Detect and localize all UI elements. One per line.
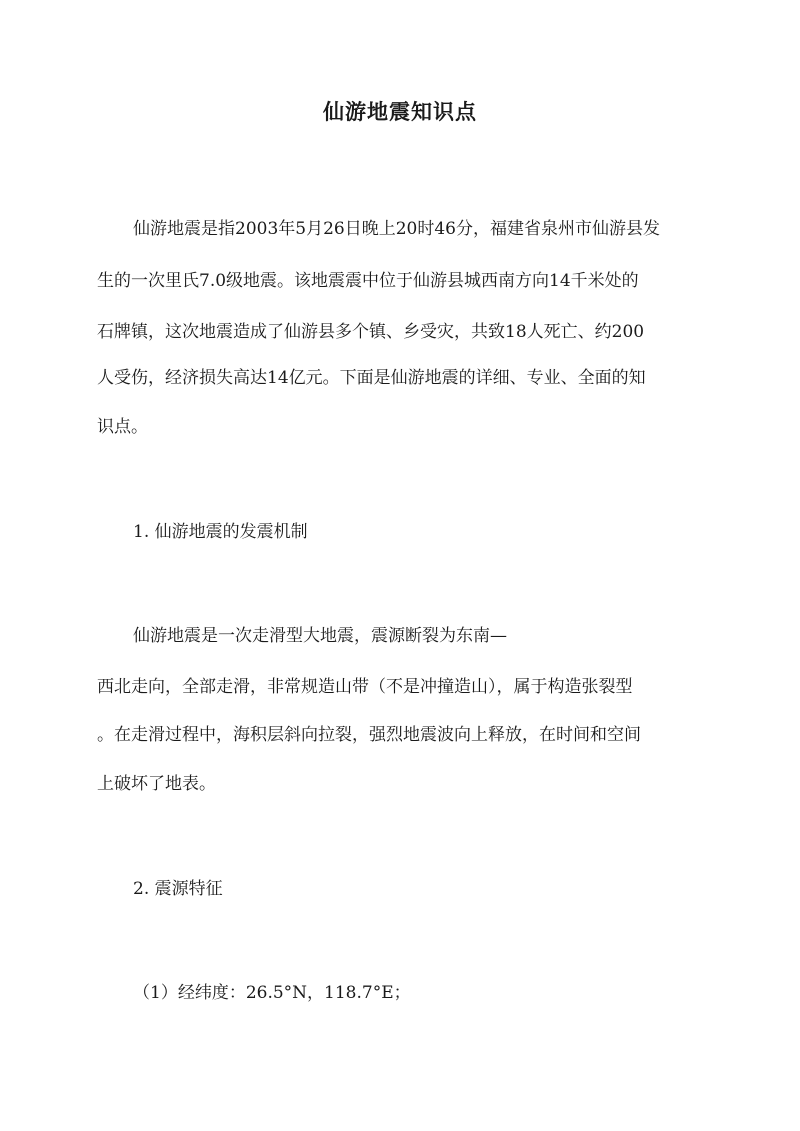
intro-line-5: 识点。 (97, 417, 148, 437)
section1-line-3: 。在走滑过程中，海积层斜向拉裂，强烈地震波向上释放，在时间和空间 (97, 725, 641, 745)
section2-heading: 2. 震源特征 (133, 879, 223, 899)
intro-line-2: 生的一次里氏7.0级地震。该地震震中位于仙游县城西南方向14千米处的 (97, 271, 639, 291)
intro-line-4: 人受伤，经济损失高达14亿元。下面是仙游地震的详细、专业、全面的知 (97, 368, 646, 388)
intro-line-1: 仙游地震是指2003年5月26日晚上20时46分，福建省泉州市仙游县发 (133, 219, 660, 239)
section1-line-2: 西北走向，全部走滑，非常规造山带（不是冲撞造山），属于构造张裂型 (97, 677, 633, 697)
section1-heading: 1. 仙游地震的发震机制 (133, 522, 308, 542)
section1-line-1: 仙游地震是一次走滑型大地震，震源断裂为东南— (133, 626, 507, 646)
document-title: 仙游地震知识点 (323, 99, 477, 124)
section1-line-4: 上破坏了地表。 (97, 774, 216, 794)
section2-item-1: （1）经纬度：26.5°N，118.7°E； (133, 983, 411, 1003)
intro-line-3: 石牌镇，这次地震造成了仙游县多个镇、乡受灾，共致18人死亡、约200 (97, 322, 645, 342)
